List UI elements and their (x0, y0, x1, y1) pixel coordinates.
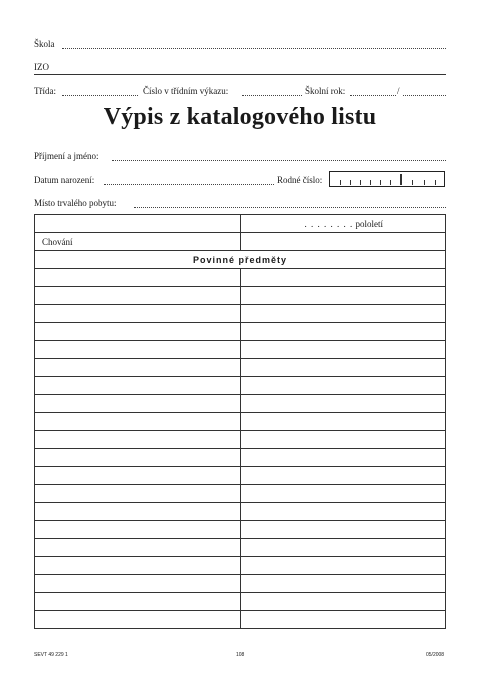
semester-label: pololetí (355, 218, 383, 229)
semester-dots: . . . . . . . . (304, 218, 354, 229)
digit-tick (424, 180, 425, 185)
school-year-start-field[interactable] (350, 95, 396, 96)
subject-grade-cell[interactable] (241, 287, 446, 305)
subject-name-cell[interactable] (35, 593, 241, 611)
required-subjects-header: Povinné předměty (35, 251, 446, 269)
subject-row (35, 575, 446, 593)
birth-number-field[interactable] (329, 171, 445, 187)
table-row (35, 251, 446, 269)
class-field[interactable] (62, 95, 138, 96)
subject-grade-cell[interactable] (241, 467, 446, 485)
subject-grade-cell[interactable] (241, 377, 446, 395)
subject-grade-cell[interactable] (241, 305, 446, 323)
grades-table (34, 214, 446, 629)
subject-name-cell[interactable] (35, 431, 241, 449)
subject-grade-cell[interactable] (241, 557, 446, 575)
subject-row (35, 449, 446, 467)
subject-grade-cell[interactable] (241, 611, 446, 629)
school-label: Škola (34, 39, 55, 49)
subject-name-cell[interactable] (35, 269, 241, 287)
center-code: 108 (236, 652, 245, 658)
subject-grade-cell[interactable] (241, 521, 446, 539)
birth-number-label: Rodné číslo: (277, 175, 323, 185)
register-number-label: Číslo v třídním výkazu: (143, 86, 229, 96)
subject-grade-cell[interactable] (241, 359, 446, 377)
subject-row (35, 521, 446, 539)
subject-name-cell[interactable] (35, 521, 241, 539)
subject-row (35, 431, 446, 449)
page-title: Výpis z katalogového listu (103, 104, 377, 130)
subject-grade-cell[interactable] (241, 539, 446, 557)
subject-row (35, 359, 446, 377)
subject-name-cell[interactable] (35, 413, 241, 431)
birth-number-divider (400, 174, 402, 185)
subject-name-cell[interactable] (35, 503, 241, 521)
subject-row (35, 395, 446, 413)
subject-grade-cell[interactable] (241, 593, 446, 611)
register-number-field[interactable] (242, 95, 302, 96)
subject-name-cell[interactable] (35, 341, 241, 359)
form-code: SEVT 49 229 1 (34, 652, 68, 658)
subject-name-cell[interactable] (35, 485, 241, 503)
subject-grade-cell[interactable] (241, 413, 446, 431)
subject-grade-cell[interactable] (241, 503, 446, 521)
birth-date-label: Datum narození: (34, 175, 95, 185)
semester-cell[interactable] (241, 215, 446, 233)
class-label: Třída: (34, 86, 56, 96)
digit-tick (350, 180, 351, 185)
izo-label: IZO (34, 62, 49, 72)
digit-tick (412, 180, 413, 185)
school-year-end-field[interactable] (403, 95, 446, 96)
name-label: Příjmení a jméno: (34, 151, 99, 161)
subject-name-cell[interactable] (35, 575, 241, 593)
subject-grade-cell[interactable] (241, 485, 446, 503)
subject-row (35, 485, 446, 503)
subject-name-cell[interactable] (35, 359, 241, 377)
subject-name-cell[interactable] (35, 305, 241, 323)
subject-row (35, 539, 446, 557)
digit-tick (380, 180, 381, 185)
subject-grade-cell[interactable] (241, 575, 446, 593)
residence-field[interactable] (134, 207, 446, 208)
digit-tick (370, 180, 371, 185)
izo-divider (34, 74, 446, 75)
subject-grade-cell[interactable] (241, 395, 446, 413)
digit-tick (435, 180, 436, 185)
subject-name-cell[interactable] (35, 467, 241, 485)
subject-name-cell[interactable] (35, 557, 241, 575)
subject-row (35, 305, 446, 323)
subject-name-cell[interactable] (35, 395, 241, 413)
digit-tick (340, 180, 341, 185)
table-row (35, 233, 446, 251)
subject-name-cell[interactable] (35, 377, 241, 395)
subject-row (35, 413, 446, 431)
subject-name-cell[interactable] (35, 449, 241, 467)
subject-row (35, 611, 446, 629)
subject-grade-cell[interactable] (241, 323, 446, 341)
subject-row (35, 287, 446, 305)
school-field[interactable] (62, 48, 446, 49)
subject-name-cell[interactable] (35, 323, 241, 341)
behavior-grade-cell[interactable] (241, 233, 446, 251)
subject-row (35, 377, 446, 395)
subject-name-cell[interactable] (35, 287, 241, 305)
behavior-label: Chování (35, 233, 241, 251)
table-cell[interactable] (35, 215, 241, 233)
subject-row (35, 557, 446, 575)
school-year-separator: / (397, 86, 400, 96)
subject-row (35, 467, 446, 485)
school-year-label: Školní rok: (305, 86, 346, 96)
subject-grade-cell[interactable] (241, 341, 446, 359)
subject-row (35, 593, 446, 611)
subject-row (35, 269, 446, 287)
name-field[interactable] (112, 160, 446, 161)
subject-grade-cell[interactable] (241, 431, 446, 449)
subject-name-cell[interactable] (35, 539, 241, 557)
date-code: 05/2008 (426, 652, 445, 658)
table-row (35, 215, 446, 233)
birth-date-field[interactable] (104, 184, 274, 185)
digit-tick (360, 180, 361, 185)
subject-row (35, 503, 446, 521)
subject-name-cell[interactable] (35, 611, 241, 629)
subject-row (35, 341, 446, 359)
subject-row (35, 323, 446, 341)
digit-tick (390, 180, 391, 185)
residence-label: Místo trvalého pobytu: (34, 198, 117, 208)
subject-grade-cell[interactable] (241, 269, 446, 287)
subject-grade-cell[interactable] (241, 449, 446, 467)
